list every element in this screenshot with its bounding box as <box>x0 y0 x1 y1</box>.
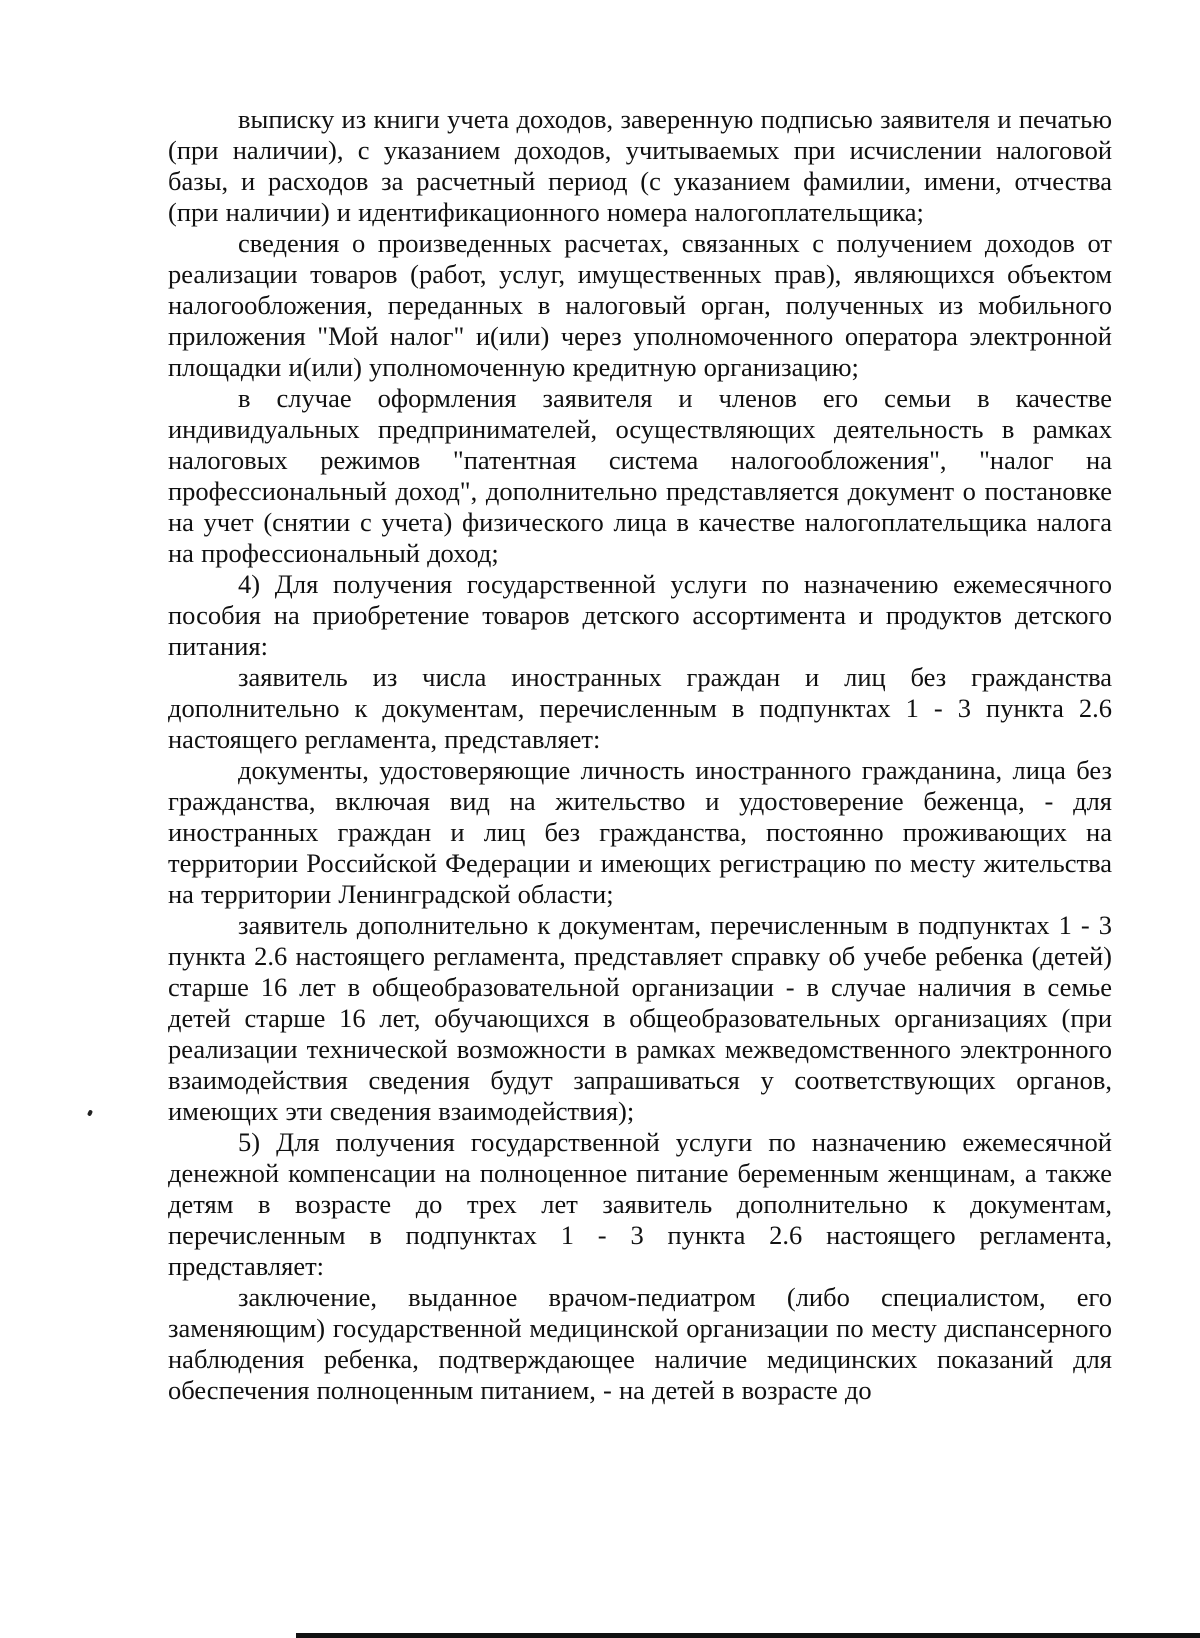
scan-bottom-edge <box>296 1633 1200 1638</box>
document-page <box>168 104 1112 1406</box>
paragraph-payment-records: сведения о произведенных расчетах, связанных с получением доходов от реализации товаров (работ, услуг, имущественных прав), являющихся объектом налогообложения, переданных в налоговый орган, полученных из мобильного приложения "Мой налог" и(или) через уполномоченного оператора электронной площадки и(или) уполномоченную кредитную организацию; <box>168 228 1112 382</box>
paragraph-item-4: 4) Для получения государственной услуги по назначению ежемесячного пособия на приобретение товаров детского ассортимента и продуктов детского питания: <box>168 569 1112 661</box>
paragraph-study-certificate: заявитель дополнительно к документам, перечисленным в подпунктах 1 - 3 пункта 2.6 настоящего регламента, представляет справку об учебе ребенка (детей) старше 16 лет в общеобразовательной организации - в случае наличия в семье детей старше 16 лет, обучающихся в общеобразовательных организациях (при реализации технической возможности в рамках межведомственного электронного взаимодействия сведения будут запрашиваться у соответствующих органов, имеющих эти сведения взаимодействия); <box>168 910 1112 1126</box>
paragraph-entrepreneur-registration: в случае оформления заявителя и членов его семьи в качестве индивидуальных предпринимателей, осуществляющих деятельность в рамках налоговых режимов "патентная система налогообложения", "налог на профессиональный доход", дополнительно представляется документ о постановке на учет (снятии с учета) физического лица в качестве налогоплательщика налога на профессиональный доход; <box>168 383 1112 568</box>
paragraph-identity-documents: документы, удостоверяющие личность иностранного гражданина, лица без гражданства, включая вид на жительство и удостоверение беженца, - для иностранных граждан и лиц без гражданства, постоянно проживающих на территории Российской Федерации и имеющих регистрацию по месту жительства на территории Ленинградской области; <box>168 755 1112 909</box>
paragraph-item-5: 5) Для получения государственной услуги по назначению ежемесячной денежной компенсации на полноценное питание беременным женщинам, а также детям в возрасте до трех лет заявитель дополнительно к документам, перечисленным в подпунктах 1 - 3 пункта 2.6 настоящего регламента, представляет: <box>168 1127 1112 1281</box>
paragraph-income-book-extract: выписку из книги учета доходов, заверенную подписью заявителя и печатью (при наличии), с указанием доходов, учитываемых при исчислении налоговой базы, и расходов за расчетный период (с указанием фамилии, имени, отчества (при наличии) и идентификационного номера налогоплательщика; <box>168 104 1112 227</box>
scan-speck <box>87 1109 93 1116</box>
paragraph-pediatrician-conclusion: заключение, выданное врачом-педиатром (либо специалистом, его заменяющим) государственной медицинской организации по месту диспансерного наблюдения ребенка, подтверждающее наличие медицинских показаний для обеспечения полноценным питанием, - на детей в возрасте до <box>168 1282 1112 1405</box>
paragraph-foreign-applicant: заявитель из числа иностранных граждан и лиц без гражданства дополнительно к документам, перечисленным в подпунктах 1 - 3 пункта 2.6 настоящего регламента, представляет: <box>168 662 1112 754</box>
